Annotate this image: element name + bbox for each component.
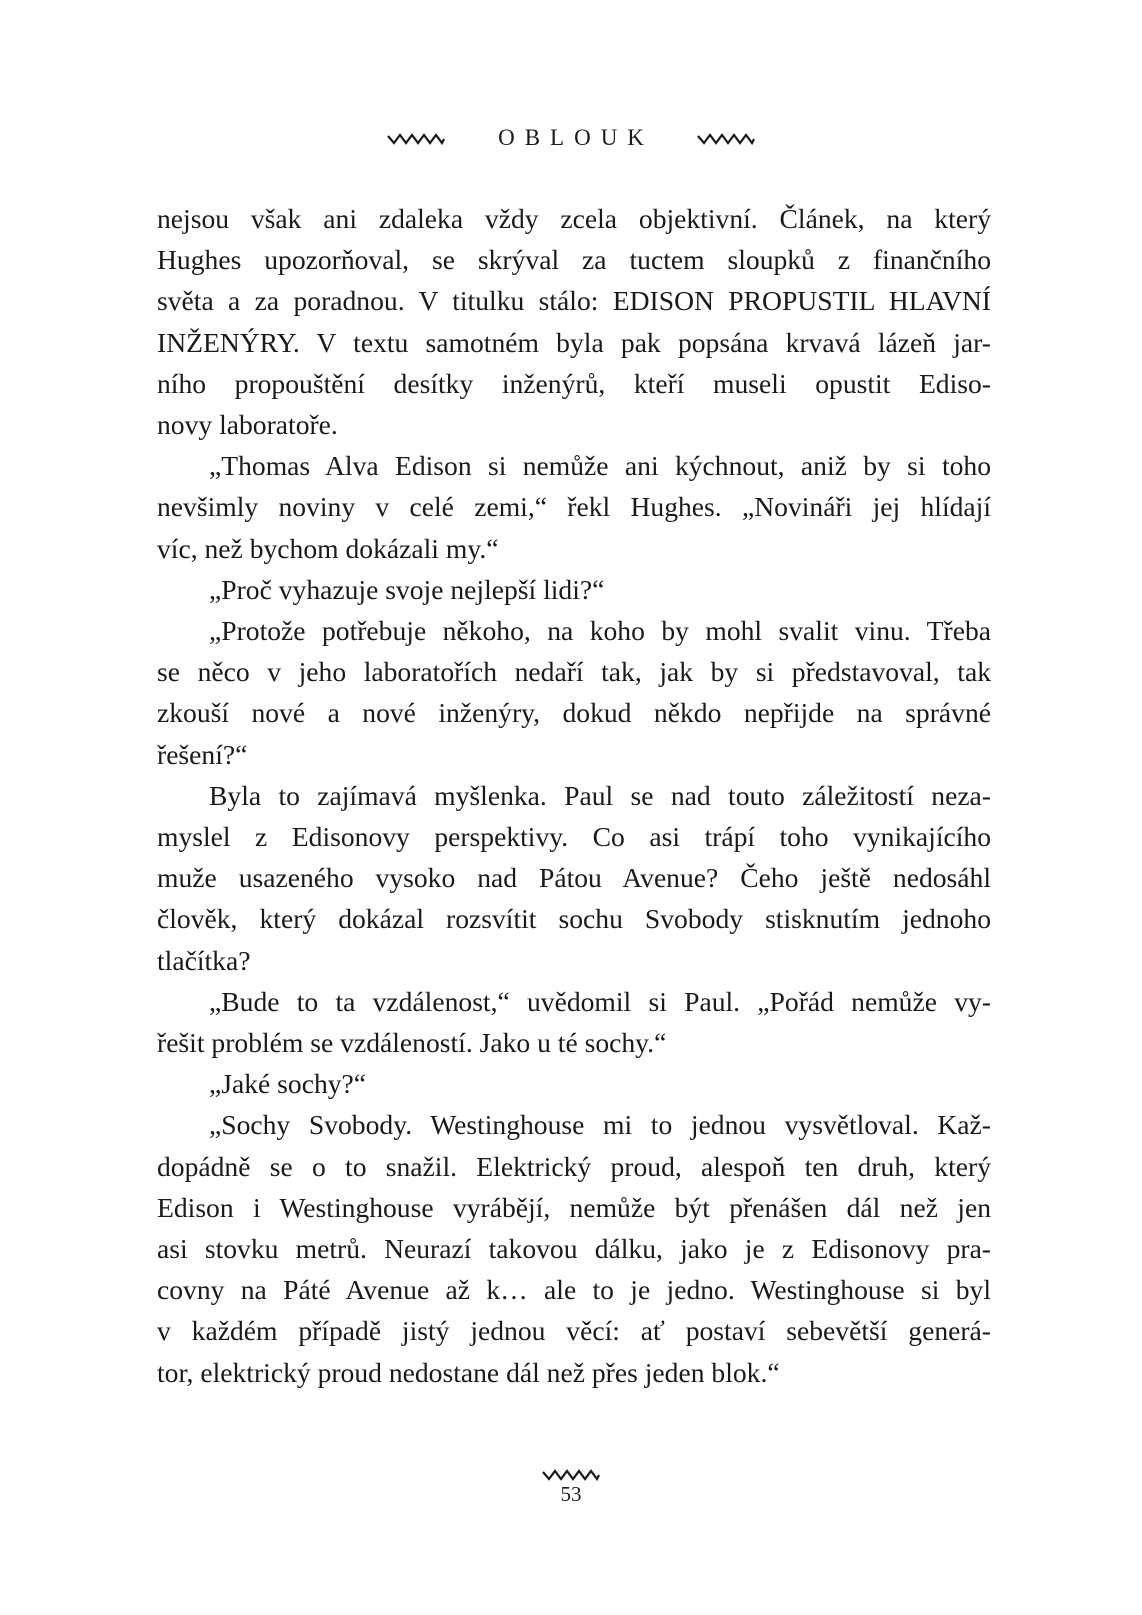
text-line: nejsou však ani zdaleka vždy zcela objektivní. Článek, na který xyxy=(157,203,991,234)
text-line: muže usazeného vysoko nad Pátou Avenue? Čeho ještě nedosáhl xyxy=(157,862,991,894)
page-number: 53 xyxy=(560,1482,582,1506)
text-line: světa a za poradnou. V titulku stálo: EDISON PROPUSTIL HLAVNÍ xyxy=(157,285,991,317)
text-line: „Jaké sochy?“ xyxy=(209,1068,367,1100)
text-line: víc, než bychom dokázali my.“ xyxy=(157,532,499,564)
text-line: novy laboratoře. xyxy=(157,409,338,441)
running-header xyxy=(0,118,1142,158)
text-line: INŽENÝRY. V textu samotném byla pak popsána krvavá lázeň jar- xyxy=(157,326,991,358)
body-text xyxy=(157,198,991,1393)
text-line: Edison i Westinghouse vyrábějí, nemůže být přenášen dál než jen xyxy=(157,1191,991,1223)
text-line: asi stovku metrů. Neurazí takovou dálku, jako je z Edisonovy pra- xyxy=(157,1233,991,1265)
text-line: „Thomas Alva Edison si nemůže ani kýchnout, aniž by si toho xyxy=(209,450,991,482)
text-line: „Bude to ta vzdálenost,“ uvědomil si Paul. „Pořád nemůže vy- xyxy=(209,985,991,1017)
text-line: dopádně se o to snažil. Elektrický proud, alespoň ten druh, který xyxy=(157,1150,991,1182)
text-line: zkouší nové a nové inženýry, dokud někdo nepřijde na správné xyxy=(157,697,991,729)
text-line: covny na Páté Avenue až k… ale to je jedno. Westinghouse si byl xyxy=(157,1274,991,1306)
text-line: v každém případě jistý jednou věcí: ať postaví sebevětší generá- xyxy=(157,1315,991,1347)
running-header-title: OBLOUK xyxy=(498,125,654,150)
text-line: „Protože potřebuje někoho, na koho by mohl svalit vinu. Třeba xyxy=(209,615,991,647)
text-line: Hughes upozorňoval, se skrýval za tuctem sloupků z finančního xyxy=(157,244,991,276)
zigzag-ornament-icon xyxy=(386,130,446,146)
text-line: myslel z Edisonovy perspektivy. Co asi trápí toho vynikajícího xyxy=(157,821,991,853)
zigzag-ornament-icon xyxy=(541,1466,601,1482)
text-line: ního propouštění desítky inženýrů, kteří museli opustit Ediso- xyxy=(157,367,991,399)
text-line: řešit problém se vzdáleností. Jako u té sochy.“ xyxy=(157,1027,667,1059)
text-line: „Sochy Svobody. Westinghouse mi to jednou vysvětloval. Kaž- xyxy=(209,1109,991,1141)
text-line: tlačítka? xyxy=(157,944,251,976)
text-line: nevšimly noviny v celé zemi,“ řekl Hughes. „Novináři jej hlídají xyxy=(157,491,991,523)
text-line: člověk, který dokázal rozsvítit sochu Svobody stisknutím jednoho xyxy=(157,903,991,935)
text-line: se něco v jeho laboratořích nedaří tak, jak by si představoval, tak xyxy=(157,656,991,688)
text-line: tor, elektrický proud nedostane dál než přes jeden blok.“ xyxy=(157,1356,780,1388)
zigzag-ornament-icon xyxy=(696,130,756,146)
text-line: „Proč vyhazuje svoje nejlepší lidi?“ xyxy=(209,573,605,605)
text-line: řešení?“ xyxy=(157,738,248,770)
text-line: Byla to zajímavá myšlenka. Paul se nad touto záležitostí neza- xyxy=(209,779,991,811)
